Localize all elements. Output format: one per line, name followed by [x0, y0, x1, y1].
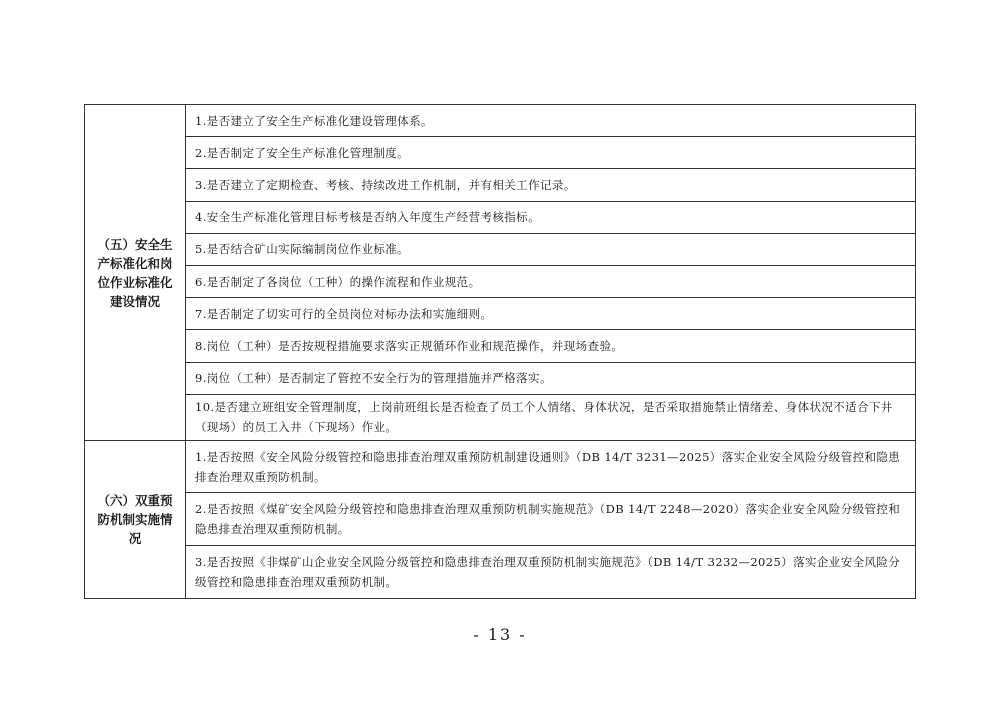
section-category-label: （五）安全生产标准化和岗位作业标准化建设情况	[97, 236, 173, 309]
table-row: 9.岗位（工种）是否制定了管控不安全行为的管理措施并严格落实。	[186, 363, 915, 395]
table-row: 6.是否制定了各岗位（工种）的操作流程和作业规范。	[186, 266, 915, 298]
table-row: 1.是否按照《安全风险分级管控和隐患排查治理双重预防机制建设通则》（DB 14/T 3231—2025）落实企业安全风险分级管控和隐患排查治理双重预防机制。	[186, 441, 915, 493]
table-row: 3.是否按照《非煤矿山企业安全风险分级管控和隐患排查治理双重预防机制实施规范》（DB 14/T 3232—2025）落实企业安全风险分级管控和隐患排查治理双重预防机制。	[195, 554, 901, 589]
table-row: 4.安全生产标准化管理目标考核是否纳入年度生产经营考核指标。	[186, 202, 915, 234]
table-row: 5.是否结合矿山实际编制岗位作业标准。	[186, 234, 915, 266]
section-category-label: （六）双重预防机制实施情况	[97, 493, 173, 546]
table-row: 2.是否制定了安全生产标准化管理制度。	[186, 137, 915, 169]
section-category-cell	[85, 105, 186, 440]
table-section-6	[85, 441, 915, 598]
section-items	[186, 441, 915, 598]
section-items	[186, 105, 915, 440]
page-number: - 13 -	[473, 625, 527, 644]
table-row: 7.是否制定了切实可行的全员岗位对标办法和实施细则。	[186, 298, 915, 330]
inspection-table	[84, 104, 916, 599]
section-category-cell	[85, 441, 186, 598]
table-row: 10.是否建立班组安全管理制度，上岗前班组长是否检查了员工个人情绪、身体状况，是否采取措施禁止情绪差、身体状况不适合下井（现场）的员工入井（下现场）作业。	[195, 399, 893, 434]
table-section-5	[85, 105, 915, 441]
table-row: 8.岗位（工种）是否按规程措施要求落实正规循环作业和规范操作，并现场查验。	[186, 330, 915, 362]
table-row: 2.是否按照《煤矿安全风险分级管控和隐患排查治理双重预防机制实施规范》（DB 14/T 2248—2020）落实企业安全风险分级管控和隐患排查治理双重预防机制。	[186, 493, 915, 545]
table-row: 3.是否建立了定期检查、考核、持续改进工作机制，并有相关工作记录。	[186, 169, 915, 201]
table-row: 1.是否建立了安全生产标准化建设管理体系。	[186, 105, 915, 137]
